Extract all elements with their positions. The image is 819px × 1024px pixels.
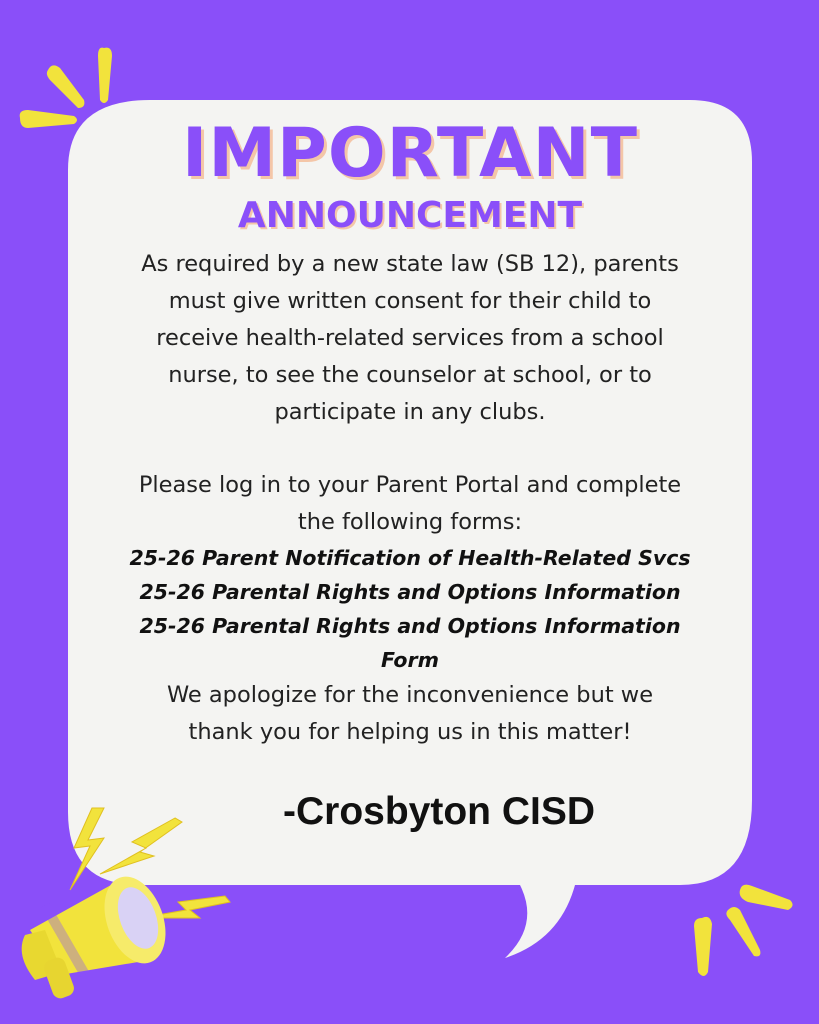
text-line: Please log in to your Parent Portal and complete	[138, 472, 682, 498]
text-line: the following forms:	[297, 509, 523, 535]
form-item: 25-26 Parental Rights and Options Information	[139, 580, 681, 604]
text-line: receive health-related services from a school	[156, 325, 664, 351]
form-item: Form	[381, 648, 439, 672]
form-item: 25-26 Parent Notification of Health-Related Svcs	[129, 546, 691, 570]
announcement-content	[70, 114, 750, 751]
text-line: nurse, to see the counselor at school, or to	[168, 362, 652, 388]
text-line: We apologize for the inconvenience but we	[166, 682, 654, 708]
consent-paragraph	[70, 246, 750, 431]
text-line: thank you for helping us in this matter!	[188, 719, 632, 745]
page-subtitle: ANNOUNCEMENT	[237, 195, 583, 236]
page-title: IMPORTANT	[182, 114, 638, 193]
text-line: participate in any clubs.	[274, 399, 546, 425]
megaphone-icon	[22, 868, 177, 1000]
form-item: 25-26 Parental Rights and Options Information	[139, 614, 681, 638]
closing-paragraph	[70, 677, 750, 751]
sparkle-lines-icon	[694, 885, 793, 976]
text-line: As required by a new state law (SB 12), parents	[141, 251, 679, 277]
spacer	[70, 431, 750, 467]
portal-instructions	[70, 467, 750, 541]
signature: -Crosbyton CISD	[283, 790, 595, 833]
text-line: must give written consent for their child to	[168, 288, 652, 314]
forms-list	[70, 541, 750, 677]
